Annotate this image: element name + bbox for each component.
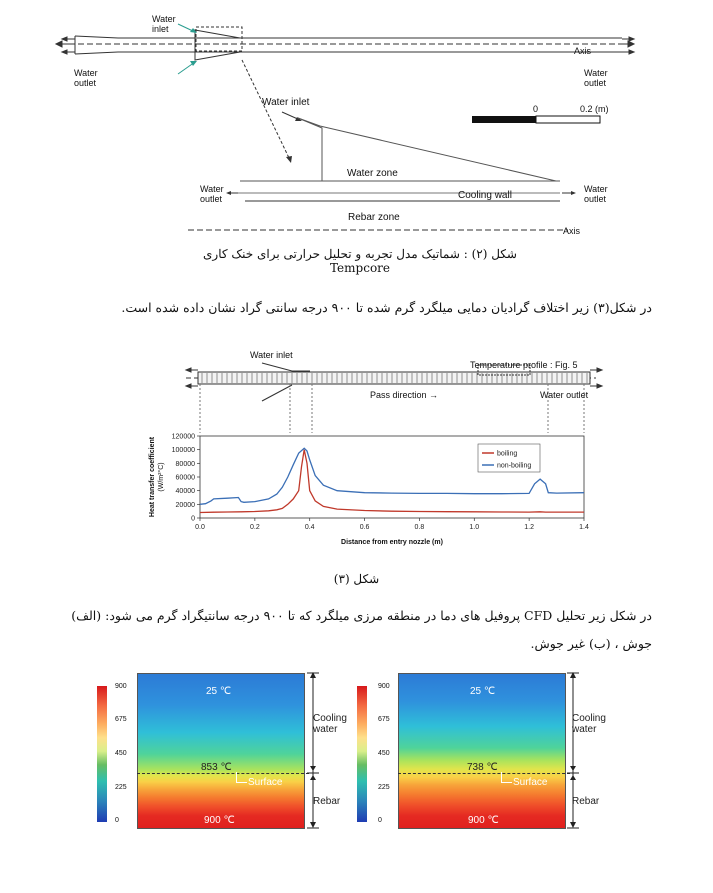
flow-arrows [56, 37, 634, 54]
cooling-wall-label: Cooling wall [458, 190, 512, 201]
detail-axis-label: Axis [563, 226, 581, 236]
heat-transfer-chart [140, 428, 610, 560]
right-rebar-label: Rebar [572, 796, 600, 807]
left-colorbar [97, 686, 107, 822]
right-colorbar-tick-0: 0 [378, 817, 382, 824]
detail-zoom-box [196, 27, 242, 51]
scale-bar [472, 116, 600, 123]
detail-water-inlet-label: Water inlet [262, 97, 310, 108]
x-tick-label: 0.8 [414, 524, 425, 531]
detail-diagram [188, 60, 576, 230]
scale-value-label: 0.2 (m) [580, 104, 609, 114]
x-tick-label: 1.0 [469, 524, 480, 531]
right-cooling-water-label: Cooling water [572, 713, 606, 735]
right-colorbar-tick-450: 450 [378, 750, 390, 757]
x-tick-label: 1.4 [579, 524, 589, 531]
fig3-water-inlet-label: Water inlet [250, 350, 293, 360]
left-colorbar-tick-225: 225 [115, 784, 127, 791]
rebar-zone-label: Rebar zone [348, 212, 400, 223]
right-colorbar-tick-900: 900 [378, 683, 390, 690]
detail-water-outlet-left-label: Water outlet [200, 184, 224, 204]
left-colorbar-tick-900: 900 [115, 683, 127, 690]
paragraph-cfd-line1: در شکل زیر تحلیل CFD پروفیل های دما در منطقه مرزی میلگرد که تا ۹۰۰ درجه سانتیگراد گرم می شود: (الف) [71, 608, 652, 623]
left-cooling-water-label: Cooling water [313, 713, 347, 735]
left-colorbar-tick-675: 675 [115, 716, 127, 723]
fig3-pass-direction-label: Pass direction → [370, 390, 439, 400]
right-colorbar-tick-675: 675 [378, 716, 390, 723]
right-colorbar [357, 686, 367, 822]
x-tick-label: 1.2 [524, 524, 535, 531]
y-tick-label: 40000 [175, 488, 195, 496]
left-colorbar-tick-0: 0 [115, 817, 119, 824]
y-tick-label: 20000 [175, 501, 195, 509]
nozzle-rod [60, 30, 628, 60]
fig3-water-outlet-label: Water outlet [540, 390, 589, 400]
y-tick-label: 0 [191, 515, 195, 523]
legend-label-non-boiling: non-boiling [497, 462, 532, 470]
water-inlet-label: Water inlet [152, 14, 176, 34]
x-tick-label: 0.4 [304, 524, 315, 531]
paragraph-figure3-intro: در شکل(۳) زیر اختلاف گرادیان دمایی میلگرد گرم شده تا ۹۰۰ درجه سانتی گراد نشان داده شده است. [121, 300, 652, 315]
x-axis-label: Distance from entry nozzle (m) [341, 539, 443, 546]
fig3-temperature-profile-label: Temperature profile : Fig. 5 [470, 360, 578, 370]
paragraph-cfd-line2: جوش ، (ب) غیر جوش. [530, 636, 652, 651]
left-top-temp: 25 ℃ [206, 686, 232, 697]
left-rebar-label: Rebar [313, 796, 341, 807]
legend-label-boiling: boiling [497, 450, 518, 458]
right-top-temp: 25 ℃ [470, 686, 496, 697]
figure2-caption: شکل (۲) : شماتیک مدل تجربه و تحلیل حرارتی برای خنک کاری Tempcore [203, 247, 517, 275]
right-dimension-lines [565, 670, 585, 832]
right-surface-pointer [501, 772, 512, 783]
y-tick-label: 80000 [175, 460, 195, 468]
right-surface-line [398, 773, 570, 774]
figure3-schematic [0, 345, 713, 435]
left-dimension-lines [305, 670, 325, 832]
water-outlet-left-label: Water outlet [74, 68, 98, 88]
x-tick-label: 0.2 [249, 524, 260, 531]
y-tick-label: 60000 [175, 474, 195, 482]
left-bottom-temp: 900 ℃ [204, 815, 235, 826]
left-surface-temp: 853 ℃ [201, 762, 232, 773]
scale-zero-label: 0 [533, 104, 539, 114]
water-zone-label: Water zone [347, 168, 398, 179]
left-surface-line [137, 773, 309, 774]
x-tick-label: 0.0 [195, 524, 205, 531]
x-tick-label: 0.6 [359, 524, 370, 531]
right-surface-temp: 738 ℃ [467, 762, 498, 773]
left-colorbar-tick-450: 450 [115, 750, 127, 757]
left-surface-label: Surface [248, 777, 283, 788]
y-tick-label: 120000 [171, 433, 195, 441]
figure3-caption: شکل (۳) [333, 572, 380, 586]
right-surface-label: Surface [513, 777, 548, 788]
water-outlet-right-label: Water outlet [584, 68, 608, 88]
left-surface-pointer [236, 772, 247, 783]
detail-water-outlet-right-label: Water outlet [584, 184, 608, 204]
y-tick-label: 100000 [171, 447, 195, 455]
y-axis-label: Heat transfer coefficient [149, 436, 156, 518]
right-colorbar-tick-225: 225 [378, 784, 390, 791]
right-bottom-temp: 900 ℃ [468, 815, 499, 826]
axis-label: Axis [574, 46, 592, 56]
figure2-schematic [0, 0, 713, 245]
y-axis-unit: (W/m²°C) [158, 462, 165, 492]
